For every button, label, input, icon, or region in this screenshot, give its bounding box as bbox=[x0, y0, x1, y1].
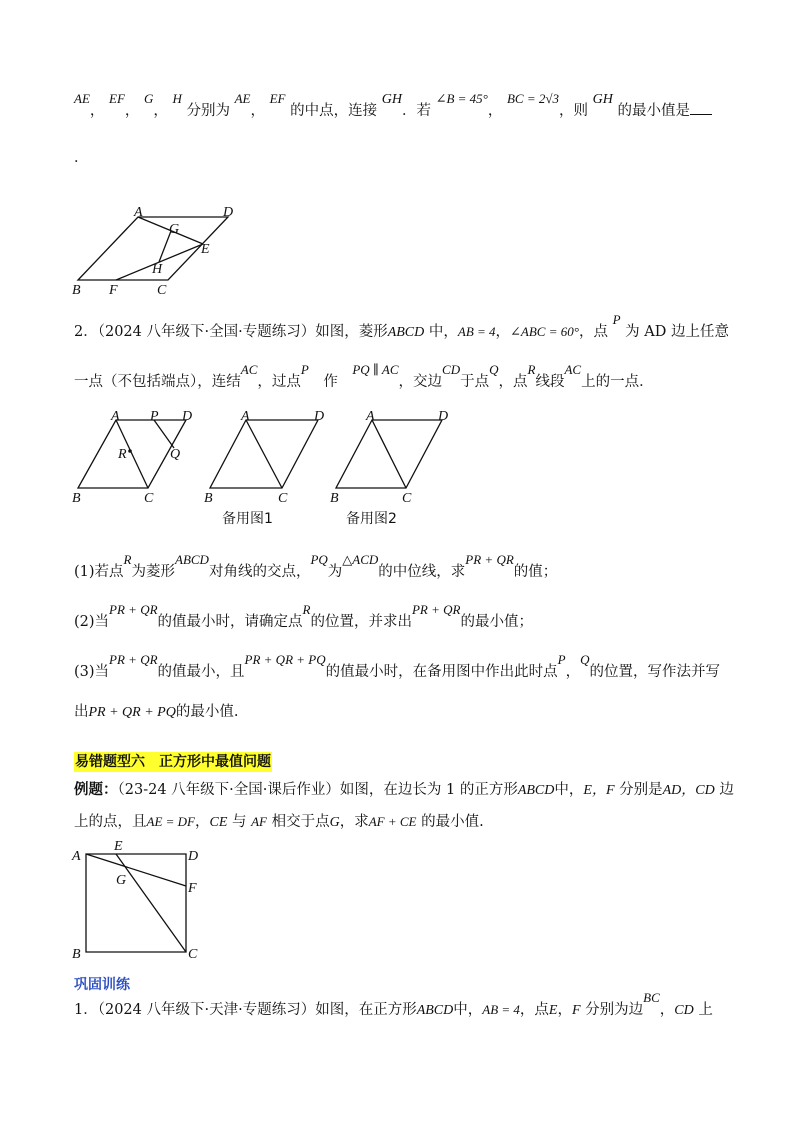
math-q: Q bbox=[489, 362, 499, 377]
example-label: 例题： bbox=[74, 782, 118, 798]
math-ae: AE bbox=[74, 91, 90, 106]
math-p: P bbox=[557, 652, 566, 667]
example-line-2 bbox=[74, 812, 740, 833]
math-cd: CD bbox=[674, 1003, 694, 1018]
math-ad-cd: AD，CD bbox=[662, 783, 715, 798]
text: (3)当 bbox=[74, 664, 110, 680]
math-ae: AE bbox=[234, 91, 251, 106]
text: 分别为边 bbox=[580, 1002, 644, 1018]
fig1-label-a: A bbox=[134, 205, 143, 220]
math-ef: EF bbox=[109, 91, 125, 106]
math-r: R bbox=[302, 602, 311, 617]
text: ．若 bbox=[401, 103, 431, 119]
text: 1．（2024 八年级下·天津·专题练习）如图，在正方形 bbox=[74, 1002, 417, 1018]
math-ac: AC bbox=[564, 362, 582, 377]
text: 的最小值. bbox=[416, 814, 484, 830]
fig2-label-a: A bbox=[111, 409, 120, 424]
math-e-f: E，F bbox=[583, 783, 615, 798]
text: 分别是 bbox=[614, 782, 663, 798]
text: 的中点，连接 bbox=[285, 103, 378, 119]
text: 的最小值. bbox=[175, 704, 239, 720]
math-ef: EF bbox=[269, 91, 286, 106]
math-pr-qr: PR + QR bbox=[109, 602, 158, 617]
subq-3 bbox=[74, 652, 740, 682]
math-bc: BC bbox=[643, 990, 660, 1005]
text: ，求 bbox=[339, 814, 369, 830]
figure-square bbox=[66, 840, 216, 965]
text: （23-24 八年级下·全国·课后作业）如图，在边长为 1 的正方形 bbox=[117, 782, 518, 798]
fig2-label-d: D bbox=[182, 409, 193, 424]
math-angle: ∠ABC = 60° bbox=[510, 324, 579, 339]
text: 为菱形 bbox=[131, 564, 175, 580]
section-heading-6: 易错题型六 正方形中最值问题 bbox=[75, 754, 271, 770]
fig1-label-h: H bbox=[152, 262, 163, 277]
math-r: R bbox=[527, 362, 536, 377]
answer-blank bbox=[690, 100, 712, 115]
text: (1)若点 bbox=[74, 564, 124, 580]
text: 为 bbox=[327, 564, 343, 580]
fig2-label-q: Q bbox=[170, 447, 181, 462]
punct: ， bbox=[250, 103, 265, 119]
math-p: P bbox=[300, 362, 309, 377]
fig2-label-r: R bbox=[118, 447, 127, 462]
text: 上的一点． bbox=[581, 374, 654, 390]
fig3-label-b: B bbox=[72, 947, 81, 962]
math-ce: CE bbox=[209, 815, 228, 830]
fig3-label-g: G bbox=[116, 873, 127, 888]
subq-2 bbox=[74, 602, 740, 632]
fig1-label-e: E bbox=[201, 242, 210, 257]
text: ，则 bbox=[559, 103, 589, 119]
punct: ， bbox=[194, 814, 210, 830]
fig2s1-label-b: B bbox=[204, 491, 213, 506]
math-abcd: ABCD bbox=[517, 783, 555, 798]
text: 为 AD 边上任意 bbox=[620, 324, 729, 340]
text: ，点 bbox=[519, 1002, 549, 1018]
math-pr-qr: PR + QR bbox=[109, 652, 158, 667]
text: 的最小值； bbox=[460, 614, 533, 630]
text: 的值最小，且 bbox=[157, 664, 245, 680]
math-cd: CD bbox=[442, 362, 461, 377]
text: 的值最小时，请确定点 bbox=[157, 614, 303, 630]
math-g: G bbox=[144, 91, 154, 106]
text: 的值最小时，在备用图中作出此时点 bbox=[325, 664, 558, 680]
text: 的中位线，求 bbox=[378, 564, 466, 580]
example-line-1 bbox=[74, 780, 740, 801]
math-q: Q bbox=[580, 652, 590, 667]
math-ae-df: AE = DF bbox=[146, 814, 195, 829]
fig2-label-p: P bbox=[150, 409, 159, 424]
fig2s1-label-d: D bbox=[314, 409, 325, 424]
math-pr-qr: PR + QR bbox=[465, 552, 514, 567]
problem-text-line bbox=[74, 91, 740, 122]
figure-rhombus-spare-2 bbox=[326, 408, 456, 508]
math-pr-qr-pq: PR + QR + PQ bbox=[88, 705, 176, 720]
section-consolidate: 巩固训练 bbox=[74, 977, 130, 993]
fig3-label-d: D bbox=[188, 849, 199, 864]
math-abcd: ABCD bbox=[175, 552, 209, 567]
math-pq: PQ bbox=[310, 552, 328, 567]
text: 边 bbox=[714, 782, 734, 798]
text: 一点（不包括端点），连结 bbox=[74, 374, 241, 390]
math-h: H bbox=[172, 91, 182, 106]
text: 的值； bbox=[513, 564, 558, 580]
figure-parallelogram bbox=[66, 200, 246, 300]
text: 与 bbox=[227, 814, 252, 830]
text: 线段 bbox=[535, 374, 565, 390]
text: 中， bbox=[453, 1002, 483, 1018]
fig1-label-f: F bbox=[109, 283, 118, 298]
math-p: P bbox=[612, 312, 621, 327]
math-abcd: ABCD bbox=[387, 325, 425, 340]
punct: ， bbox=[89, 103, 105, 119]
math-pr-qr-pq: PR + QR + PQ bbox=[244, 652, 326, 667]
punct: ， bbox=[487, 103, 503, 119]
text: 中， bbox=[424, 324, 458, 340]
figure-rhombus-spare-1 bbox=[196, 408, 326, 508]
math-ac: AC bbox=[240, 362, 258, 377]
text: ，过点 bbox=[257, 374, 301, 390]
caption-spare-1: 备用图1 bbox=[222, 511, 273, 527]
text: 中， bbox=[554, 782, 584, 798]
punct: ， bbox=[565, 664, 581, 680]
fig1-label-b: B bbox=[72, 283, 81, 298]
text: 对角线的交点， bbox=[208, 564, 311, 580]
fig1-label-c: C bbox=[157, 283, 167, 298]
math-gh: GH bbox=[381, 92, 402, 107]
fig3-label-c: C bbox=[188, 947, 198, 962]
punct: ， bbox=[557, 1002, 572, 1018]
q2-prefix: 2．（2024 八年级下·全国·专题练习）如图，菱形 bbox=[74, 324, 388, 340]
text: 相交于点 bbox=[266, 814, 330, 830]
text: 分别为 bbox=[181, 103, 230, 119]
math-e: E bbox=[548, 1003, 558, 1018]
math-af: AF bbox=[251, 814, 267, 829]
punct: ， bbox=[659, 1002, 675, 1018]
text: 于点 bbox=[460, 374, 490, 390]
math-pr-qr: PR + QR bbox=[411, 602, 461, 617]
text: 出 bbox=[74, 704, 89, 720]
text: 作 bbox=[323, 374, 338, 390]
text: (2)当 bbox=[74, 614, 110, 630]
math-f: F bbox=[571, 1003, 581, 1018]
subq-1 bbox=[74, 552, 740, 582]
fig2s1-label-c: C bbox=[278, 491, 288, 506]
math-pq-parallel-ac: PQ ∥ AC bbox=[352, 362, 399, 377]
math-triangle-acd: △ACD bbox=[342, 552, 379, 567]
text: 的位置，并求出 bbox=[310, 614, 412, 630]
period-line: ． bbox=[74, 150, 89, 166]
fig2-label-b: B bbox=[72, 491, 81, 506]
math-af-ce: AF + CE bbox=[368, 814, 417, 829]
q2-line-2 bbox=[74, 362, 740, 392]
math-gh: GH bbox=[592, 92, 613, 107]
text: ，点 bbox=[498, 374, 528, 390]
fig2s1-label-a: A bbox=[241, 409, 250, 424]
figure-rhombus-main bbox=[66, 408, 196, 508]
q2-line-1: 2．（2024 八年级下·全国·专题练习）如图，菱形ABCD 中，AB = 4，∠ABC = 60°，点 P 为 AD 边上任意 bbox=[74, 312, 729, 340]
fig2-label-c: C bbox=[144, 491, 154, 506]
text: 的最小值是 bbox=[612, 103, 690, 119]
fig1-label-d: D bbox=[223, 205, 234, 220]
caption-spare-2: 备用图2 bbox=[346, 511, 397, 527]
text: 的位置，写作法并写 bbox=[589, 664, 720, 680]
fig2s2-label-d: D bbox=[438, 409, 449, 424]
fig2s2-label-c: C bbox=[402, 491, 412, 506]
text: 上的点，且 bbox=[74, 814, 147, 830]
fig2s2-label-b: B bbox=[330, 491, 339, 506]
punct: ， bbox=[153, 103, 168, 119]
subq-3-cont bbox=[74, 702, 740, 723]
text: ，点 bbox=[578, 324, 613, 340]
text: 上 bbox=[693, 1002, 713, 1018]
math-g: G bbox=[329, 815, 340, 830]
math-r: R bbox=[123, 552, 132, 567]
math-ab4: AB = 4 bbox=[457, 324, 496, 339]
math-abcd: ABCD bbox=[416, 1003, 454, 1018]
fig3-label-a: A bbox=[72, 849, 81, 864]
fig1-label-g: G bbox=[169, 222, 180, 237]
fig2s2-label-a: A bbox=[366, 409, 375, 424]
text: ，交边 bbox=[398, 374, 443, 390]
math-ab4: AB = 4 bbox=[482, 1002, 520, 1017]
math-bc: BC = 2√3 bbox=[506, 91, 560, 106]
math-angle-b: ∠B = 45° bbox=[435, 91, 488, 106]
fig3-label-e: E bbox=[114, 840, 123, 854]
punct: ， bbox=[124, 103, 140, 119]
q1-consolidate bbox=[74, 990, 740, 1021]
fig3-label-f: F bbox=[188, 881, 197, 896]
